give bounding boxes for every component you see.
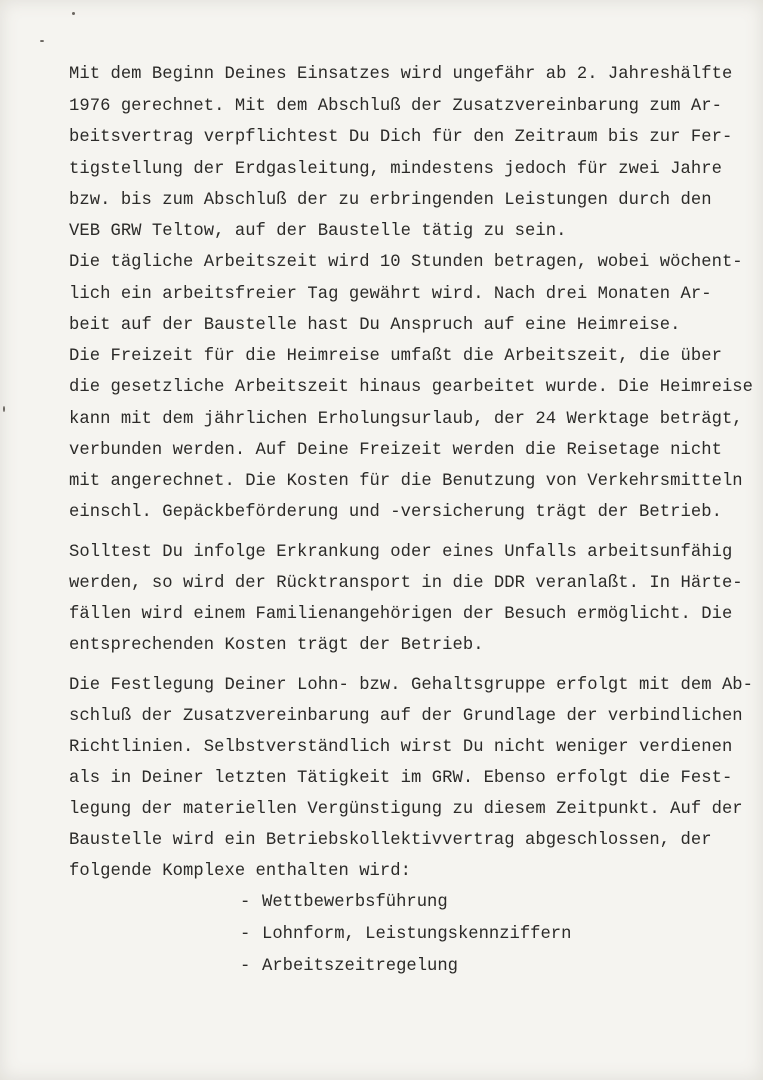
text-line: Richtlinien. Selbstverständlich wirst Du nicht weniger verdienen [69, 738, 733, 757]
text-line: fällen wird einem Familienangehörigen der Besuch ermöglicht. Die [69, 605, 733, 624]
text-line: beit auf der Baustelle hast Du Anspruch auf eine Heimreise. [69, 316, 681, 335]
text-line: werden, so wird der Rücktransport in die DDR veranlaßt. In Härte- [69, 574, 743, 593]
list-marker: - [240, 957, 251, 976]
list-item [240, 925, 571, 945]
text-line: folgende Komplexe enthalten wird: [69, 862, 412, 881]
list-marker: - [240, 893, 251, 912]
text-line: 1976 gerechnet. Mit dem Abschluß der Zusatzvereinbarung zum Ar- [69, 97, 722, 116]
text-line: verbunden werden. Auf Deine Freizeit werden die Reisetage nicht [69, 441, 722, 460]
text-line: Die Freizeit für die Heimreise umfaßt die Arbeitszeit, die über [69, 347, 722, 366]
text-line: beitsvertrag verpflichtest Du Dich für den Zeitraum bis zur Fer- [69, 128, 733, 147]
text-line: tigstellung der Erdgasleitung, mindestens jedoch für zwei Jahre [69, 160, 722, 179]
text-line: entsprechenden Kosten trägt der Betrieb. [69, 636, 484, 655]
text-line: Die tägliche Arbeitszeit wird 10 Stunden betragen, wobei wöchent- [69, 253, 743, 272]
text-line: VEB GRW Teltow, auf der Baustelle tätig zu sein. [69, 222, 567, 241]
text-line: als in Deiner letzten Tätigkeit im GRW. Ebenso erfolgt die Fest- [69, 769, 733, 788]
list-item [240, 893, 448, 913]
text-line: legung der materiellen Vergünstigung zu diesem Zeitpunkt. Auf der [69, 800, 743, 819]
list-item-text: Arbeitszeitregelung [262, 957, 458, 976]
list-item [240, 957, 458, 977]
text-line: bzw. bis zum Abschluß der zu erbringenden Leistungen durch den [69, 191, 712, 210]
ink-speck [40, 40, 44, 42]
text-line: Baustelle wird ein Betriebskollektivvertrag abgeschlossen, der [69, 831, 712, 850]
text-line: lich ein arbeitsfreier Tag gewährt wird. Nach drei Monaten Ar- [69, 285, 712, 304]
list-marker: - [240, 925, 251, 944]
list-item-text: Lohnform, Leistungskennziffern [262, 925, 572, 944]
list-item-text: Wettbewerbsführung [262, 893, 448, 912]
ink-speck [3, 406, 5, 412]
ink-speck [72, 12, 75, 15]
text-line: die gesetzliche Arbeitszeit hinaus gearbeitet wurde. Die Heimreise [69, 378, 754, 397]
text-line: Die Festlegung Deiner Lohn- bzw. Gehaltsgruppe erfolgt mit dem Ab- [69, 676, 754, 695]
text-line: schluß der Zusatzvereinbarung auf der Grundlage der verbindlichen [69, 707, 743, 726]
text-line: mit angerechnet. Die Kosten für die Benutzung von Verkehrsmitteln [69, 472, 743, 491]
text-line: Mit dem Beginn Deines Einsatzes wird ungefähr ab 2. Jahreshälfte [69, 65, 733, 84]
text-line: kann mit dem jährlichen Erholungsurlaub, der 24 Werktage beträgt, [69, 410, 743, 429]
text-line: Solltest Du infolge Erkrankung oder eines Unfalls arbeitsunfähig [69, 543, 733, 562]
text-line: einschl. Gepäckbeförderung und -versicherung trägt der Betrieb. [69, 503, 722, 522]
